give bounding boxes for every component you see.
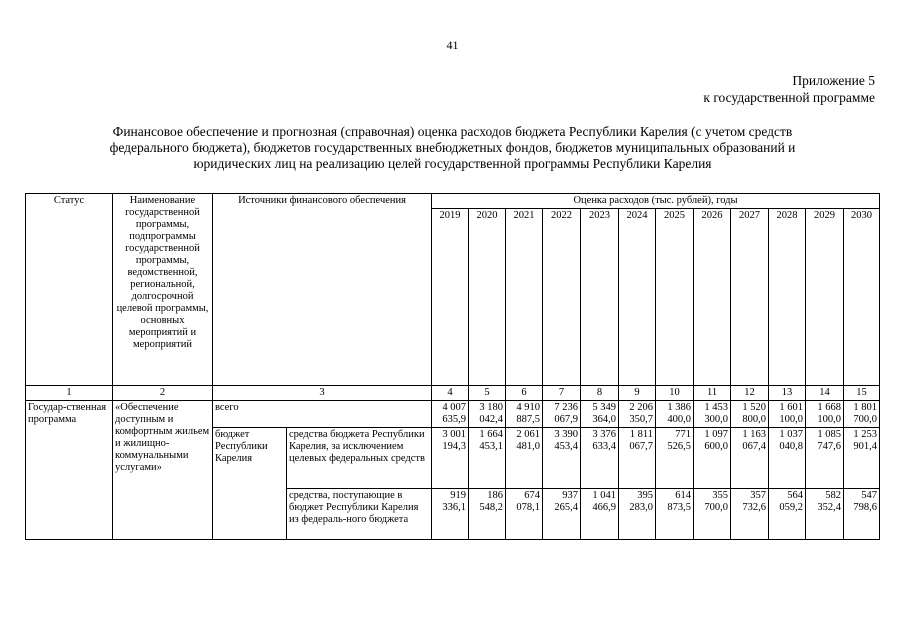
year-cell: 2030 xyxy=(844,209,880,386)
table-row-total xyxy=(26,401,880,428)
row-status: Государ-ственная программа xyxy=(26,401,113,540)
rk-funds-value: 2 061 481,0 xyxy=(506,428,543,489)
finance-table xyxy=(25,193,880,540)
rk-funds-value: 3 376 633,4 xyxy=(581,428,619,489)
title-line-2: федерального бюджета), бюджетов государственных внебюджетных фондов, бюджетов муниципальных образований и xyxy=(109,140,796,155)
col-number: 14 xyxy=(806,386,844,401)
rk-funds-value: 3 001 194,3 xyxy=(432,428,469,489)
year-cell: 2021 xyxy=(506,209,543,386)
total-value: 4 007 635,9 xyxy=(432,401,469,428)
rk-funds-value: 1 811 067,7 xyxy=(619,428,656,489)
year-cell: 2026 xyxy=(694,209,731,386)
fed-funds-value: 937 265,4 xyxy=(543,489,581,540)
title-line-1: Финансовое обеспечение и прогнозная (справочная) оценка расходов бюджета Республики Карелия (с учетом средств xyxy=(112,124,793,139)
rk-funds-value: 1 085 747,6 xyxy=(806,428,844,489)
total-value: 1 801 700,0 xyxy=(844,401,880,428)
document-title xyxy=(40,124,865,172)
total-value: 1 601 100,0 xyxy=(769,401,806,428)
year-cell: 2025 xyxy=(656,209,694,386)
row-program-name: «Обеспечение доступным и комфортным жильем и жилищно-коммунальными услугами» xyxy=(113,401,213,540)
fed-funds-value: 395 283,0 xyxy=(619,489,656,540)
year-cell: 2022 xyxy=(543,209,581,386)
col-number: 1 xyxy=(26,386,113,401)
appendix-note xyxy=(703,72,875,106)
appendix-line-2: к государственной программе xyxy=(703,90,875,105)
fed-funds-value: 186 548,2 xyxy=(469,489,506,540)
col-number: 3 xyxy=(213,386,432,401)
col-number: 11 xyxy=(694,386,731,401)
col-number: 10 xyxy=(656,386,694,401)
rk-funds-value: 1 097 600,0 xyxy=(694,428,731,489)
col-number: 8 xyxy=(581,386,619,401)
fed-funds-value: 355 700,0 xyxy=(694,489,731,540)
total-value: 1 453 300,0 xyxy=(694,401,731,428)
col-number: 15 xyxy=(844,386,880,401)
year-cell: 2023 xyxy=(581,209,619,386)
year-cell: 2027 xyxy=(731,209,769,386)
fed-funds-value: 582 352,4 xyxy=(806,489,844,540)
year-cell: 2029 xyxy=(806,209,844,386)
header-sources: Источники финансового обеспечения xyxy=(213,194,432,386)
total-value: 7 236 067,9 xyxy=(543,401,581,428)
title-line-3: юридических лиц на реализацию целей государственной программы Республики Карелия xyxy=(193,156,712,171)
total-value: 2 206 350,7 xyxy=(619,401,656,428)
year-cell: 2028 xyxy=(769,209,806,386)
total-value: 5 349 364,0 xyxy=(581,401,619,428)
fed-funds-value: 674 078,1 xyxy=(506,489,543,540)
fed-funds-value: 547 798,6 xyxy=(844,489,880,540)
page-number: 41 xyxy=(446,38,459,52)
col-number: 7 xyxy=(543,386,581,401)
rk-funds-value: 771 526,5 xyxy=(656,428,694,489)
row-rk-funds-label: средства бюджета Республики Карелия, за исключением целевых федеральных средств xyxy=(287,428,432,489)
total-value: 1 520 800,0 xyxy=(731,401,769,428)
header-name: Наименование государственной программы, подпрограммы государственной программы, ведомственной, региональной, долгосрочной целевой программы, основных мероприятий и мероприятий xyxy=(113,194,213,386)
col-number: 6 xyxy=(506,386,543,401)
col-number: 12 xyxy=(731,386,769,401)
header-row xyxy=(26,194,880,209)
rk-funds-value: 1 253 901,4 xyxy=(844,428,880,489)
year-cell: 2019 xyxy=(432,209,469,386)
col-number: 9 xyxy=(619,386,656,401)
total-value: 3 180 042,4 xyxy=(469,401,506,428)
rk-funds-value: 1 037 040,8 xyxy=(769,428,806,489)
appendix-line-1: Приложение 5 xyxy=(792,73,875,88)
col-number: 13 xyxy=(769,386,806,401)
fed-funds-value: 564 059,2 xyxy=(769,489,806,540)
row-total-label: всего xyxy=(213,401,432,428)
col-number: 2 xyxy=(113,386,213,401)
header-status: Статус xyxy=(26,194,113,386)
rk-funds-value: 1 163 067,4 xyxy=(731,428,769,489)
row-budget-label: бюджет Республики Карелия xyxy=(213,428,287,540)
fed-funds-value: 919 336,1 xyxy=(432,489,469,540)
year-cell: 2024 xyxy=(619,209,656,386)
total-value: 4 910 887,5 xyxy=(506,401,543,428)
fed-funds-value: 1 041 466,9 xyxy=(581,489,619,540)
col-number: 5 xyxy=(469,386,506,401)
row-fed-funds-label: средства, поступающие в бюджет Республики Карелия из федераль-ного бюджета xyxy=(287,489,432,540)
column-number-row xyxy=(26,386,880,401)
total-value: 1 668 100,0 xyxy=(806,401,844,428)
total-value: 1 386 400,0 xyxy=(656,401,694,428)
rk-funds-value: 1 664 453,1 xyxy=(469,428,506,489)
header-estimate: Оценка расходов (тыс. рублей), годы xyxy=(432,194,880,209)
year-cell: 2020 xyxy=(469,209,506,386)
rk-funds-value: 3 390 453,4 xyxy=(543,428,581,489)
fed-funds-value: 614 873,5 xyxy=(656,489,694,540)
col-number: 4 xyxy=(432,386,469,401)
fed-funds-value: 357 732,6 xyxy=(731,489,769,540)
